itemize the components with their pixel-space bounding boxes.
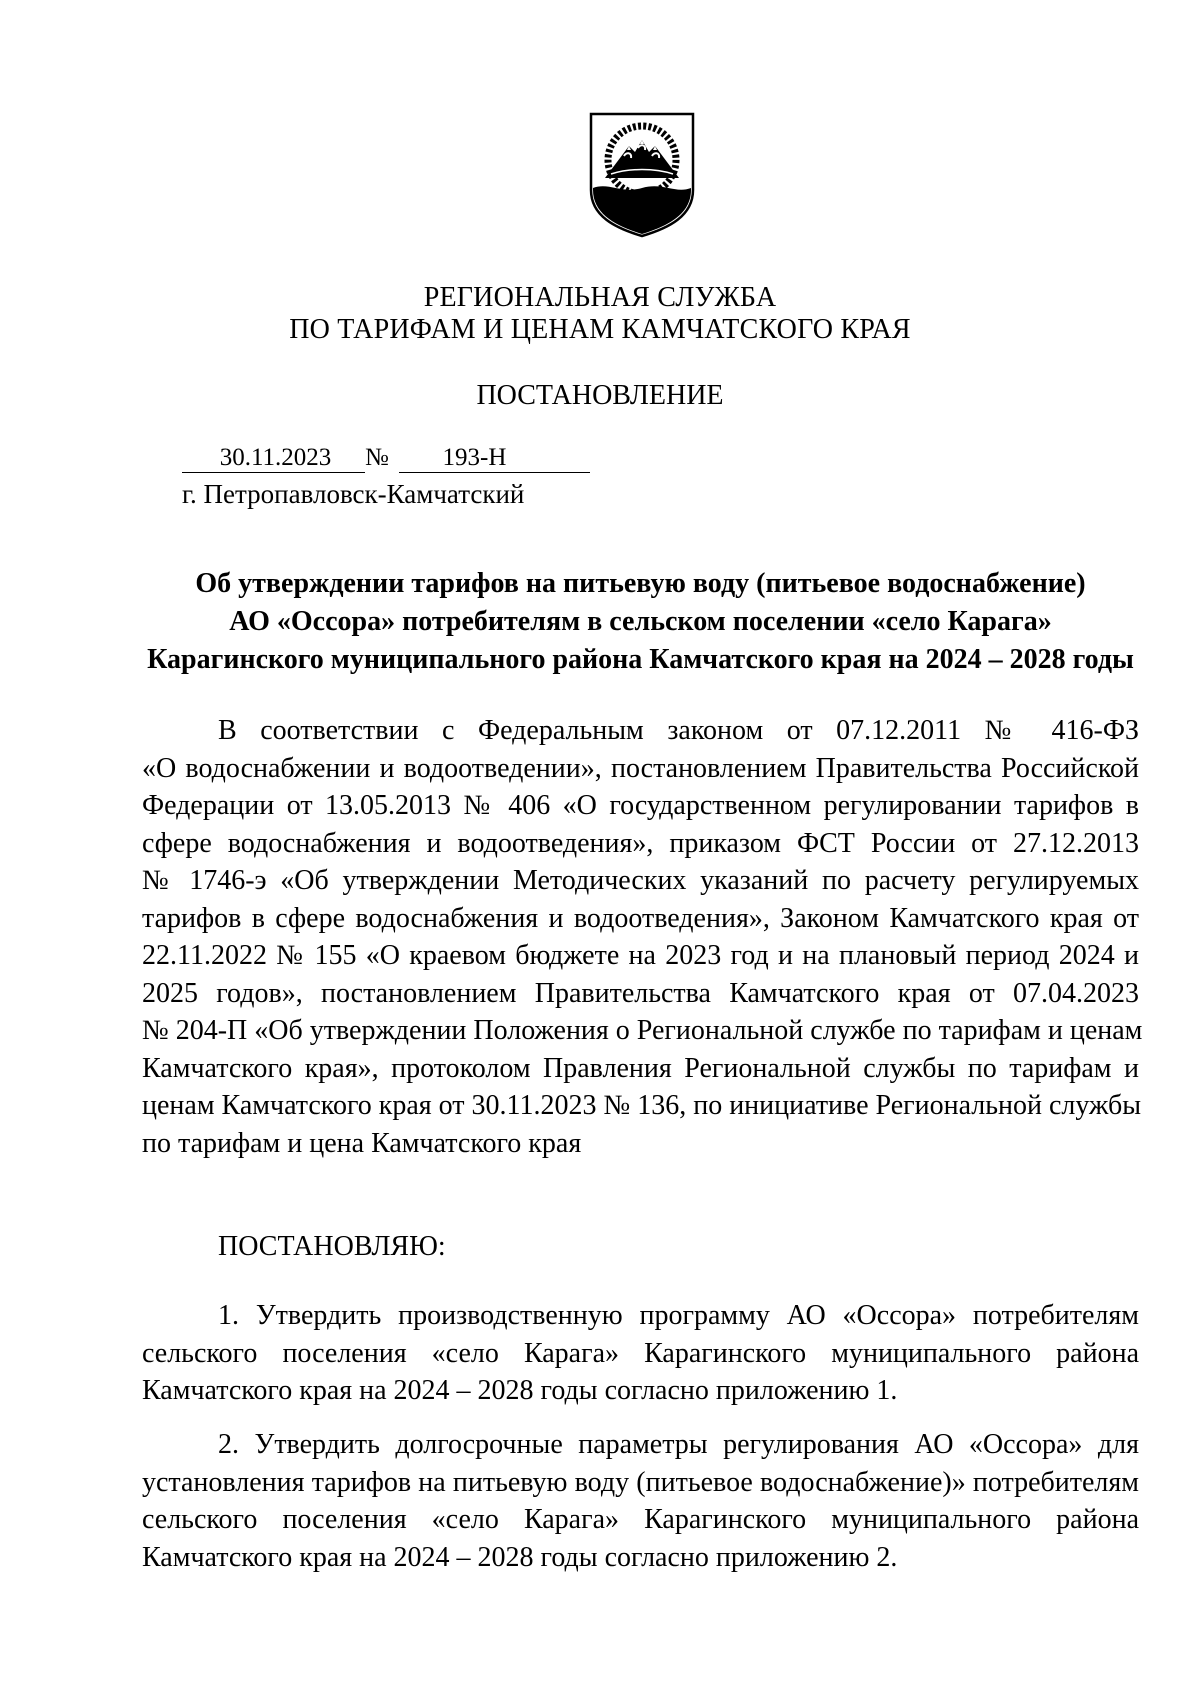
kamchatka-coat-of-arms-icon [589, 112, 695, 240]
decree-heading: ПОСТАНОВЛЯЮ: [218, 1231, 446, 1262]
document-title [142, 565, 1139, 679]
document-meta [182, 444, 590, 478]
city-name: г. Петропавловск-Камчатский [182, 479, 525, 509]
text-line: тарифов в сфере водоснабжения и водоотведения», Законом Камчатского края от [142, 902, 1139, 934]
text-line: Камчатского края», протоколом Правления Региональной службы по тарифам и [142, 1052, 1139, 1084]
text-line: сфере водоснабжения и водоотведения», приказом ФСТ России от 27.12.2013 [142, 827, 1139, 859]
preamble-paragraph [142, 712, 1143, 1162]
text-line: сельского поселения «село Карага» Карагинского муниципального района [142, 1337, 1139, 1369]
text-line: № 1746-э «Об утверждении Методических указаний по расчету регулируемых [142, 865, 1139, 896]
text-line: Федерации от 13.05.2013 № 406 «О государственном регулировании тарифов в [142, 790, 1139, 821]
text-line: 2025 годов», постановлением Правительства Камчатского края от 07.04.2023 [142, 977, 1139, 1009]
text-line: 2. Утвердить долгосрочные параметры регулирования АО «Оссора» для [218, 1429, 1139, 1460]
coat-of-arms-emblem [589, 112, 695, 240]
title-line: Карагинского муниципального района Камчатского края на 2024 – 2028 годы [147, 644, 1134, 675]
title-line: Об утверждении тарифов на питьевую воду (питьевое водоснабжение) [195, 568, 1086, 599]
org-name-line-2: ПО ТАРИФАМ И ЦЕНАМ КАМЧАТСКОГО КРАЯ [289, 314, 911, 345]
decree-item-2 [142, 1426, 1139, 1576]
text-line: установления тарифов на питьевую воду (питьевое водоснабжение)» потребителям [142, 1466, 1139, 1498]
org-name-line-1: РЕГИОНАЛЬНАЯ СЛУЖБА [423, 282, 777, 313]
document-date: 30.11.2023 [182, 444, 365, 473]
text-line: «О водоснабжении и водоотведении», постановлением Правительства Российской [142, 752, 1139, 784]
number-label: № [365, 444, 389, 471]
text-line: сельского поселения «село Карага» Карагинского муниципального района [142, 1504, 1139, 1535]
decree-item-1 [142, 1297, 1139, 1410]
text-line: Камчатского края на 2024 – 2028 годы согласно приложению 2. [142, 1541, 898, 1573]
document-number: 193-Н [399, 444, 590, 473]
text-line: № 204-П «Об утверждении Положения о Региональной службе по тарифам и ценам [142, 1015, 1143, 1046]
text-line: по тарифам и цена Камчатского края [142, 1127, 582, 1159]
text-line: 22.11.2022 № 155 «О краевом бюджете на 2023 год и на плановый период 2024 и [142, 940, 1139, 971]
text-line: В соответствии с Федеральным законом от 07.12.2011 № 416-ФЗ [218, 715, 1139, 746]
text-line: ценам Камчатского края от 30.11.2023 № 136, по инициативе Региональной службы [142, 1090, 1142, 1121]
text-line: Камчатского края на 2024 – 2028 годы согласно приложению 1. [142, 1375, 898, 1406]
text-line: 1. Утвердить производственную программу АО «Оссора» потребителям [218, 1300, 1139, 1331]
title-line: АО «Оссора» потребителям в сельском поселении «село Карага» [229, 606, 1052, 637]
document-type: ПОСТАНОВЛЕНИЕ [476, 380, 724, 411]
